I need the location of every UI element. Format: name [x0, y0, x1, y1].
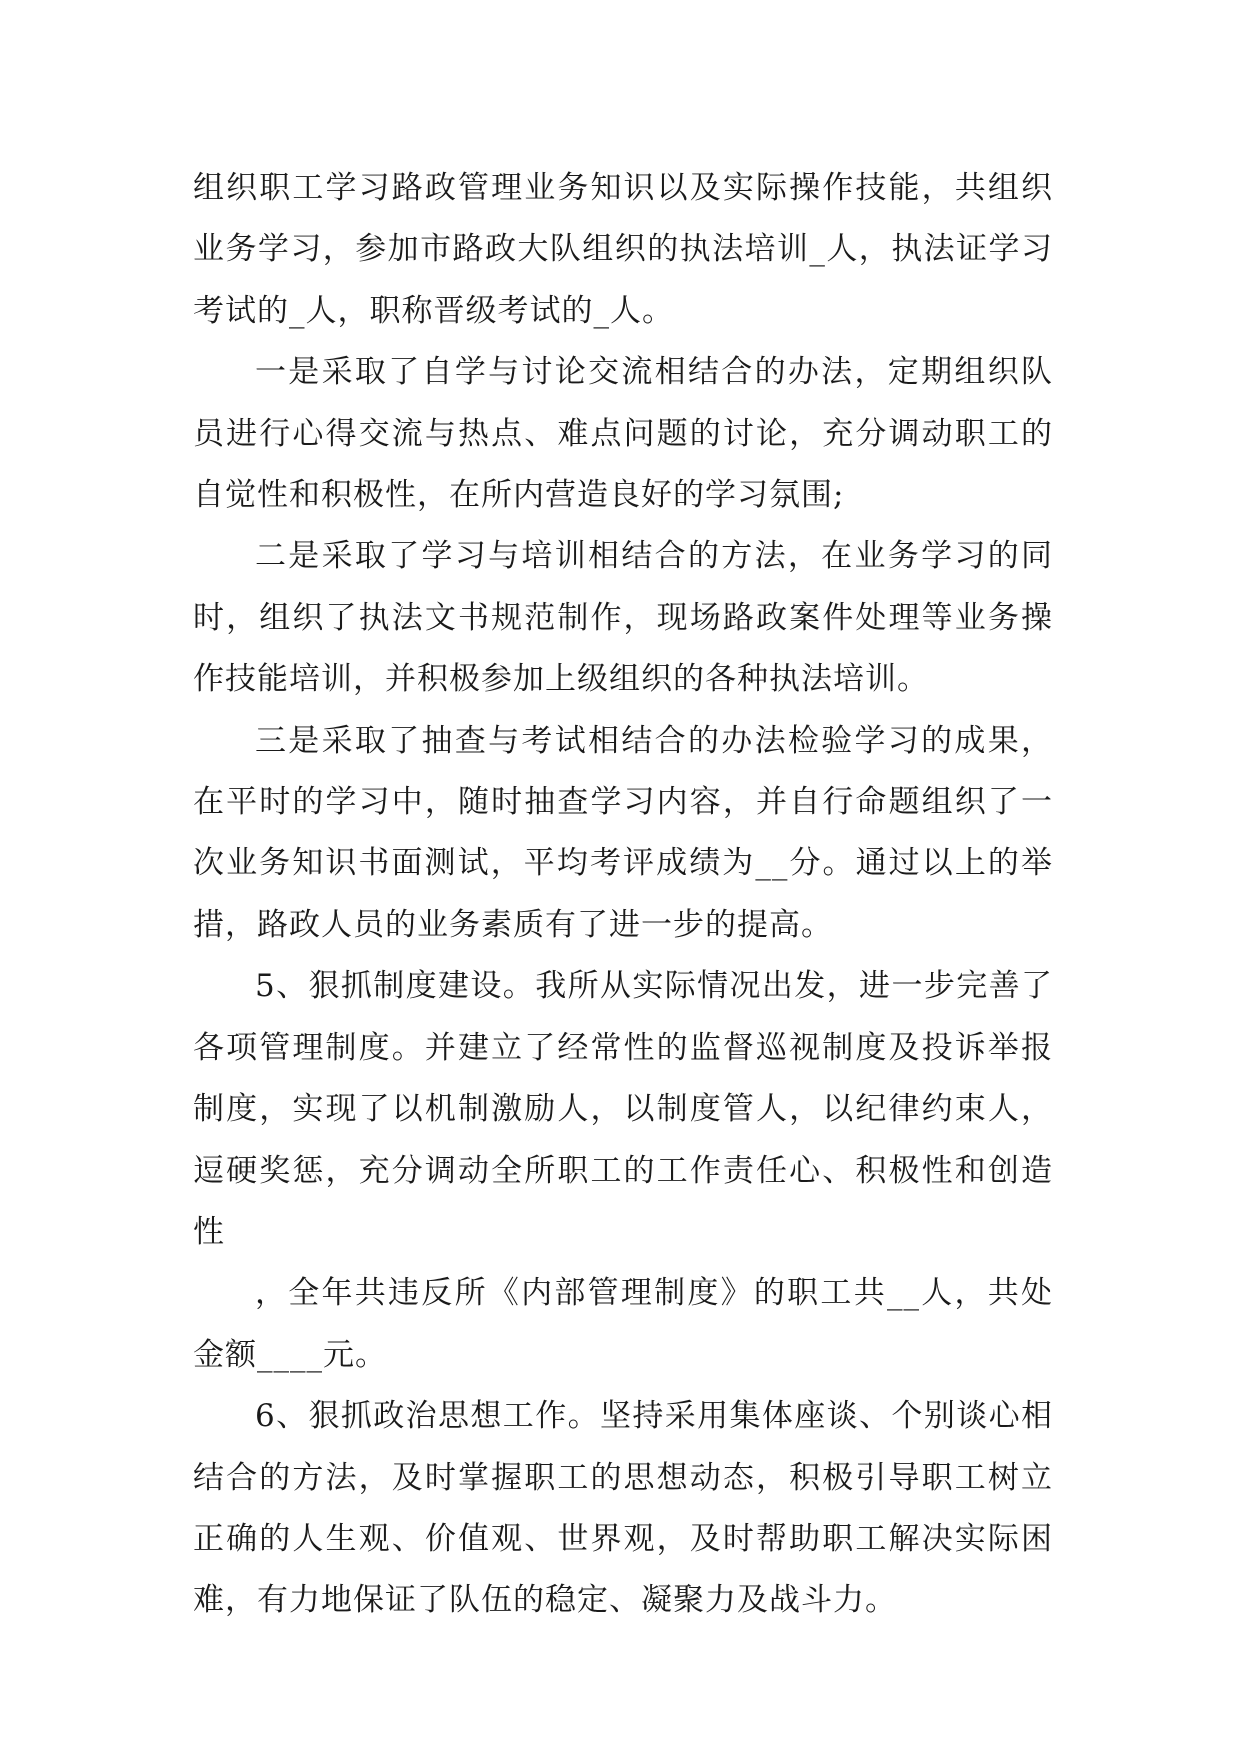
paragraph-self-study-method: 一是采取了自学与讨论交流相结合的办法，定期组织队员进行心得交流与热点、难点问题的讨论，充分调动职工的自觉性和积极性，在所内营造良好的学习氛围; — [193, 354, 1053, 514]
paragraph-violations-summary: ，全年共违反所《内部管理制度》的职工共__人，共处金额____元。 — [193, 1275, 1053, 1373]
paragraph-political-work: 6、狠抓政治思想工作。坚持采用集体座谈、个别谈心相结合的方法，及时掌握职工的思想动态，积极引导职工树立正确的人生观、价值观、世界观，及时帮助职工解决实际困难，有力地保证了队伍的稳定、凝聚力及战斗力。 — [193, 1398, 1053, 1619]
paragraph-system-building: 5、狠抓制度建设。我所从实际情况出发，进一步完善了各项管理制度。并建立了经常性的监督巡视制度及投诉举报制度，实现了以机制激励人，以制度管人，以纪律约束人，逗硬奖惩，充分调动全所职工的工作责任心、积极性和创造性 — [193, 968, 1053, 1250]
paragraph-training-overview: 组织职工学习路政管理业务知识以及实际操作技能，共组织业务学习，参加市路政大队组织的执法培训_人，执法证学习考试的_人，职称晋级考试的_人。 — [193, 170, 1053, 329]
paragraph-exam-method: 三是采取了抽查与考试相结合的办法检验学习的成果，在平时的学习中，随时抽查学习内容，并自行命题组织了一次业务知识书面测试，平均考评成绩为__分。通过以上的举措，路政人员的业务素质有了进一步的提高。 — [193, 722, 1053, 943]
document-body — [193, 158, 1053, 1632]
paragraph-training-method: 二是采取了学习与培训相结合的方法，在业务学习的同时，组织了执法文书规范制作，现场路政案件处理等业务操作技能培训，并积极参加上级组织的各种执法培训。 — [193, 538, 1053, 698]
